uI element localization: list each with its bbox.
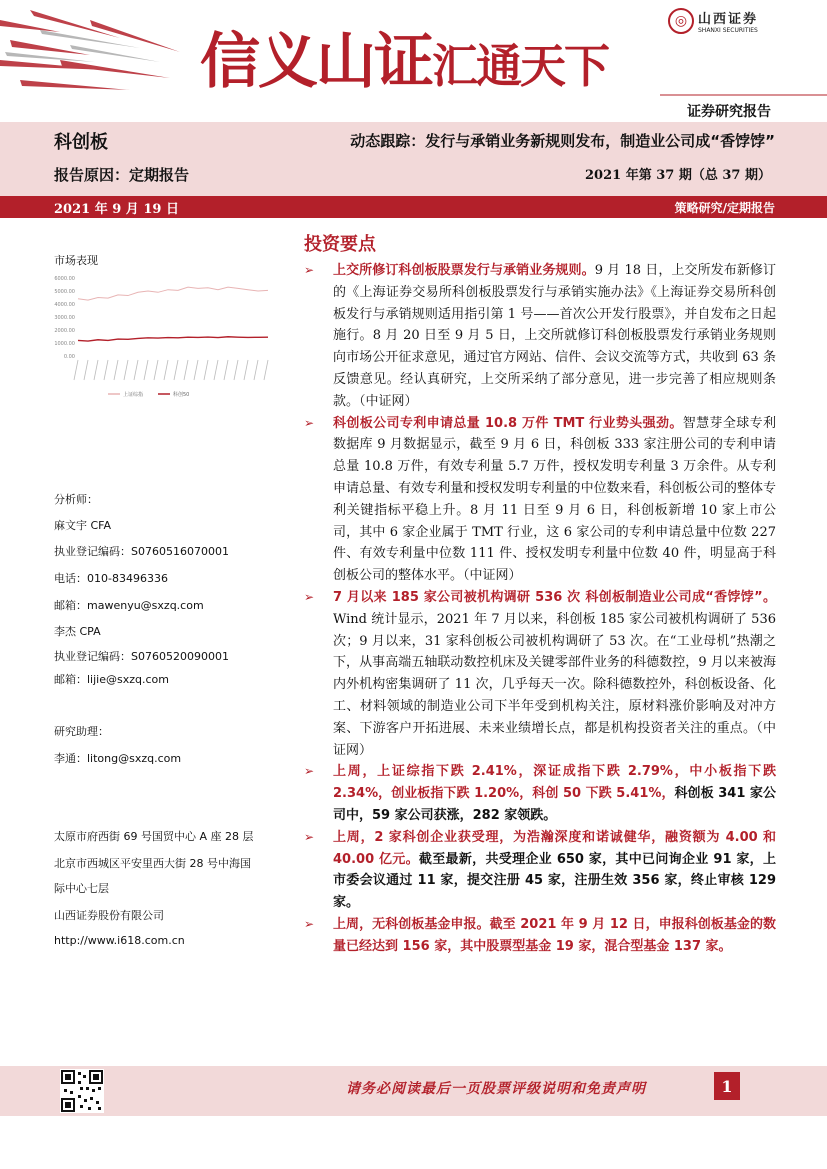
address-line-3: 际中心七层: [54, 882, 109, 895]
series-line-2: [78, 337, 268, 341]
keypoint-5-body: 截至最新，共受理企业 650 家，其中已问询企业 91 家，上市委会议通过 11 家，提交注册 45 家，注册生效 356 家，终止审核 129 家。: [333, 851, 776, 911]
y-tick-label: 3000.00: [54, 315, 75, 321]
keypoints-title: 投资要点: [304, 234, 376, 255]
keypoint-1-body: 9 月 18 日，上交所发布新修订的《上海证券交易所科创板股票发行与承销实施办法》《上海证券交易所科创板发行与承销规则适用指引第 1 号——首次公开发行股票》，并自发布之日起施行。8 月 20 日至 9 月 5 日，上交所就修订科创板股票发行承销业务规则向市场公开征求意见，通过官方网站、信件、会议交流等方式，共收到 63 条反馈意见。经认真研究，上交所采纳了部分意见，进一步完善了相应规则条款。（中证网）: [333, 263, 776, 409]
market-title: 市场表现: [54, 254, 98, 267]
analyst-2-cert: 执业登记编码：S0760520090001: [54, 650, 229, 663]
keypoint-6: [304, 914, 776, 958]
analyst-1-cert: 执业登记编码：S0760516070001: [54, 545, 229, 558]
analyst-1-email: 邮箱：mawenyu@sxzq.com: [54, 599, 204, 612]
x-tick-label: [124, 360, 128, 380]
keypoint-4: [304, 761, 776, 826]
keypoint-1: [304, 260, 776, 413]
keypoint-4-body: 科创板 341 家公司中，59 家公司获涨，282 家领跌。: [333, 786, 776, 823]
keypoint-1-head: 上交所修订科创板股票发行与承销业务规则。: [333, 263, 595, 278]
x-tick-label: [234, 360, 238, 380]
x-tick-label: [214, 360, 218, 380]
x-tick-label: [114, 360, 118, 380]
bullet-arrow-icon: ➢: [304, 589, 315, 604]
keypoint-5-head: 上周，2 家科创企业获受理，为浩瀚深度和诺诚健华，融资额为 4.00 和 40.00 亿元。: [333, 829, 776, 867]
keypoint-4-head: 上周，上证综指下跌 2.41%，深证成指下跌 2.79%，中小板指下跌 2.34%，创业板指下跌 1.20%，科创 50 下跌 5.41%，: [333, 764, 776, 802]
x-tick-label: [254, 360, 258, 380]
x-tick-label: [134, 360, 138, 380]
analyst-2-email: 邮箱：lijie@sxzq.com: [54, 673, 169, 686]
y-tick-label: 6000.00: [54, 276, 75, 282]
keypoint-5: [304, 827, 776, 914]
analyst-1-phone: 电话：010-83496336: [54, 572, 168, 585]
address-line-2: 北京市西城区平安里西大街 28 号中海国: [54, 857, 251, 870]
x-tick-label: [224, 360, 228, 380]
keypoint-6-head: 上周，无科创板基金申报。截至 2021 年 9 月 12 日，申报科创板基金的数量已经达到 156 家，其中股票型基金 19 家，混合型基金 137 家。: [333, 916, 776, 954]
keypoints-list: [304, 260, 776, 958]
keypoint-2: [304, 413, 776, 587]
x-tick-label: [94, 360, 98, 380]
series-line-1: [78, 287, 268, 300]
bullet-arrow-icon: ➢: [304, 764, 315, 779]
x-tick-label: [244, 360, 248, 380]
company-logo: [668, 8, 758, 34]
keypoint-3: [304, 587, 776, 761]
x-tick-label: [154, 360, 158, 380]
slogan-part1: 信义山证: [200, 27, 432, 97]
page-number: 1: [714, 1072, 740, 1100]
legend-label: 科创50: [173, 392, 190, 398]
company-url: http://www.i618.com.cn: [54, 934, 185, 947]
logo-mark-icon: ◎: [668, 8, 694, 34]
y-tick-label: 5000.00: [54, 289, 75, 295]
x-tick-label: [184, 360, 188, 380]
bullet-arrow-icon: ➢: [304, 829, 315, 844]
report-reason: 报告原因：定期报告: [54, 166, 190, 184]
x-tick-label: [74, 360, 78, 380]
company-fullname: 山西证券股份有限公司: [54, 909, 164, 922]
x-tick-label: [194, 360, 198, 380]
assistant-contact: 李通：litong@sxzq.com: [54, 752, 182, 765]
company-name-en: SHANXI SECURITIES: [698, 27, 758, 34]
address-line-1: 太原市府西街 69 号国贸中心 A 座 28 层: [54, 830, 254, 843]
report-headline: 动态跟踪：发行与承销业务新规则发布，制造业公司成“香饽饽”: [350, 132, 775, 150]
y-tick-label: 0.00: [63, 354, 75, 360]
footer-disclaimer: 请务必阅读最后一页股票评级说明和免责声明: [346, 1081, 646, 1097]
report-type: 证券研究报告: [687, 104, 771, 120]
keypoint-2-head: 科创板公司专利申请总量 10.8 万件 TMT 行业势头强劲。: [333, 415, 683, 431]
report-category: 策略研究/定期报告: [674, 201, 775, 215]
y-tick-label: 4000.00: [54, 302, 75, 308]
analyst-2-name: 李杰 CPA: [54, 625, 101, 638]
y-tick-label: 2000.00: [54, 328, 75, 334]
qr-code-icon: [60, 1069, 104, 1113]
x-tick-label: [204, 360, 208, 380]
sector-title: 科创板: [54, 132, 108, 153]
bullet-arrow-icon: ➢: [304, 916, 315, 931]
x-tick-label: [104, 360, 108, 380]
assistant-label: 研究助理：: [54, 725, 109, 738]
report-issue: 2021 年第 37 期（总 37 期）: [585, 168, 771, 183]
company-name-cn: 山西证券: [698, 12, 759, 27]
x-tick-label: [264, 360, 268, 380]
x-tick-label: [164, 360, 168, 380]
report-date: 2021 年 9 月 19 日: [54, 202, 179, 217]
x-tick-label: [84, 360, 88, 380]
y-tick-label: 1000.00: [54, 341, 75, 347]
analyst-1-name: 麻文宇 CFA: [54, 519, 112, 532]
bullet-arrow-icon: ➢: [304, 263, 315, 277]
x-tick-label: [144, 360, 148, 380]
slogan: [200, 14, 608, 100]
keypoint-3-head: 7 月以来 185 家公司被机构调研 536 次 科创板制造业公司成“香饽饽”。: [333, 589, 776, 605]
slogan-part2: 汇通天下: [432, 39, 608, 93]
bullet-arrow-icon: ➢: [304, 415, 315, 430]
keypoint-2-body: 智慧芽全球专利数据库 9 月数据显示，截至 9 月 6 日，科创板 333 家注册公司的专利申请总量 10.8 万件，有效专利量 5.7 万件，授权发明专利量 3 万余件。从专利申请总量、有效专利量和授权发明专利量的中位数来看，科创板公司的整体专利关键指标平稳上升。8 月 11 日至 9 月 6 日，科创板新增 10 家上市公司，其中 6 家企业属于 TMT 行业，这 6 家公司的专利申请总量中位数 227 件、有效专利量中位数 111 件、授权发明专利量中位数 40 件，明显高于科创板公司的整体水平。（中证网）: [333, 415, 776, 584]
analyst-label: 分析师：: [54, 493, 98, 506]
market-chart: [48, 272, 278, 412]
x-tick-label: [174, 360, 178, 380]
keypoint-3-body: Wind 统计显示，2021 年 7 月以来，科创板 185 家公司被机构调研了 536 次；9 月以来，31 家科创板公司被机构调研了 53 次。在“工业母机”热潮之下，从事高端五轴联动数控机床及关键零部件业务的科德数控，9 月以来被海内外机构密集调研了 11 次，几乎每天一次。除科德数控外，科创板设备、化工、材料领域的制造业公司下半年受到机构关注，原材料涨价影响及对冲方案、下游客户开拓进展、未来业绩增长点，都是机构投资者关注的重点。（中证网）: [333, 611, 776, 758]
legend-label: 上证综指: [123, 392, 144, 398]
